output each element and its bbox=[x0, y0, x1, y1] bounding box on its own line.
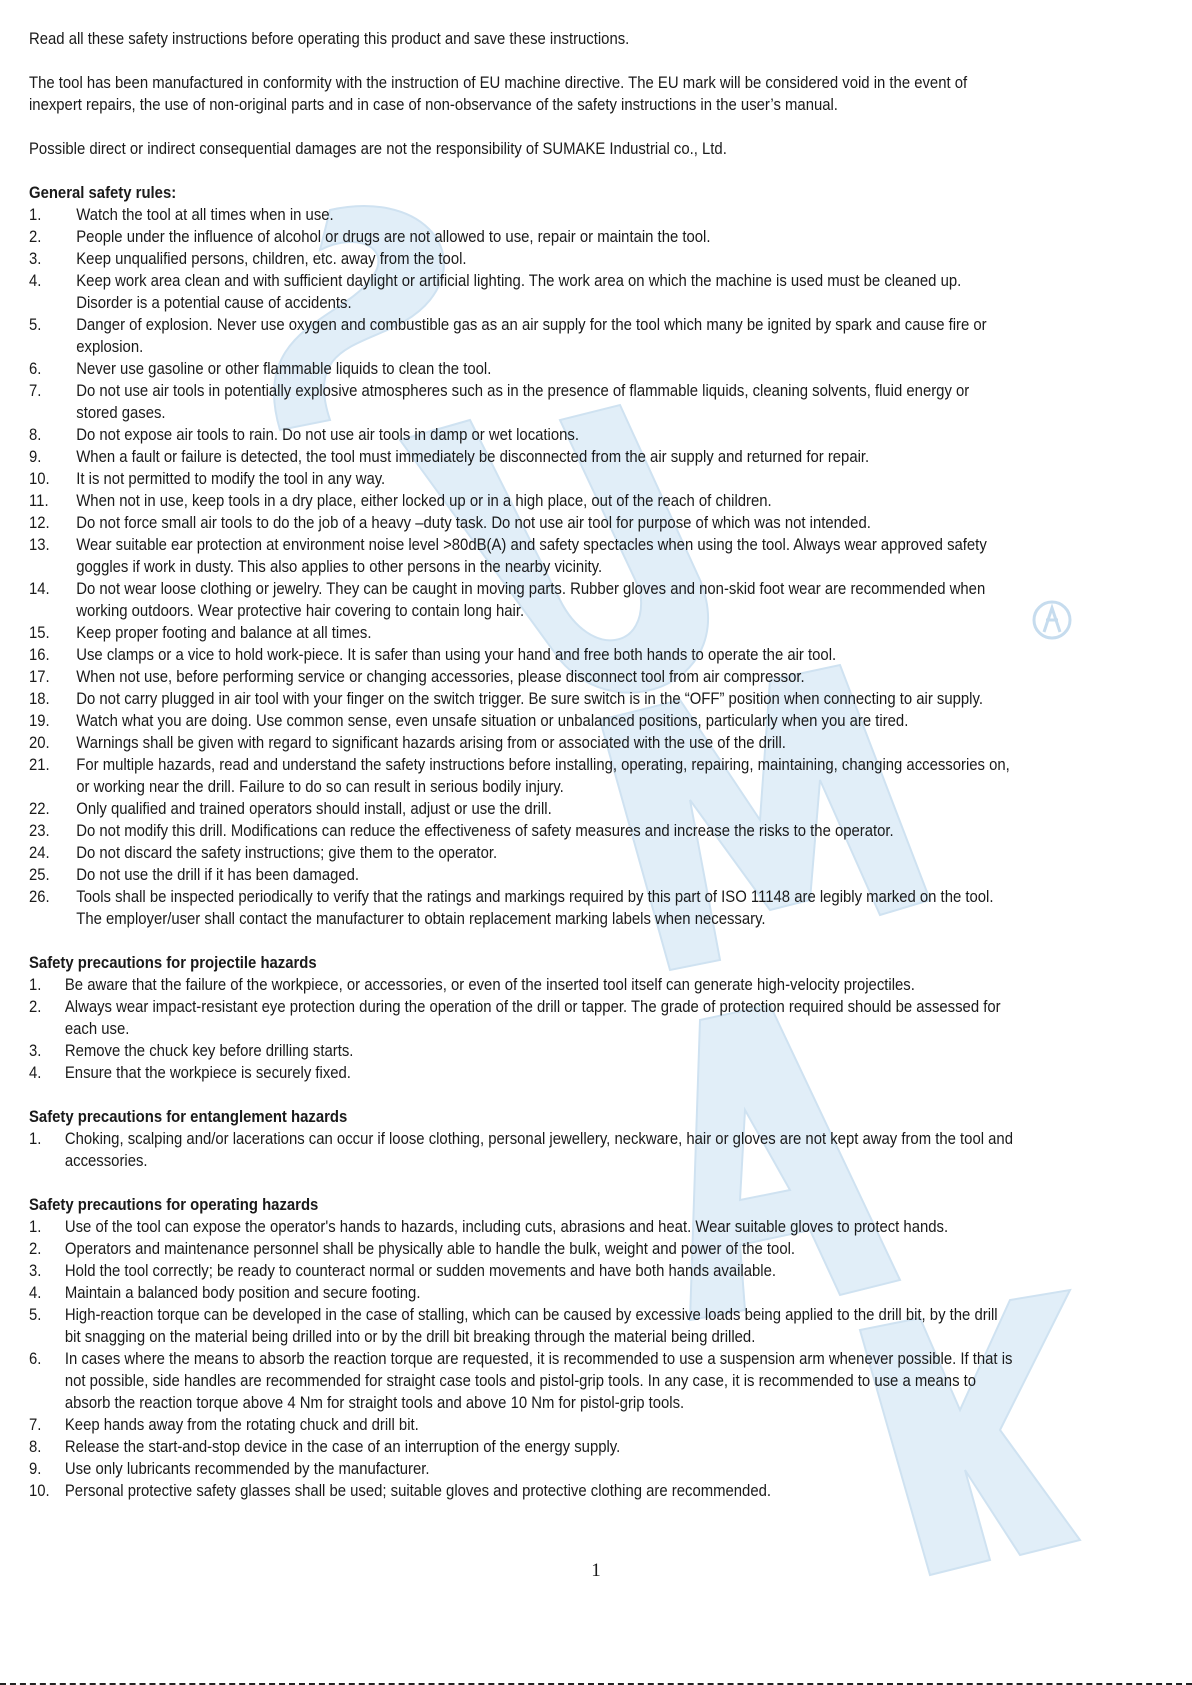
item-number: 7. bbox=[29, 381, 42, 400]
item-text bbox=[65, 1128, 1184, 1172]
item-line: The employer/user shall contact the manufacturer to obtain replacement marking labels when necessary. bbox=[76, 909, 766, 928]
item-text bbox=[76, 710, 1184, 732]
item-line: Danger of explosion. Never use oxygen and combustible gas as an air supply for the tool which many be ignited by spark and cause fire or bbox=[76, 315, 987, 334]
item-number: 3. bbox=[29, 249, 42, 268]
list-item bbox=[29, 468, 1184, 490]
item-text bbox=[76, 842, 1184, 864]
list-item bbox=[29, 358, 1184, 380]
list-item bbox=[29, 1458, 1184, 1480]
list-item bbox=[29, 996, 1184, 1040]
list-item bbox=[29, 446, 1184, 468]
item-number: 8. bbox=[29, 425, 42, 444]
item-line: Keep unqualified persons, children, etc. away from the tool. bbox=[76, 249, 467, 268]
item-text bbox=[65, 1282, 1184, 1304]
item-line: It is not permitted to modify the tool in any way. bbox=[76, 469, 386, 488]
item-text bbox=[65, 1458, 1184, 1480]
item-text bbox=[76, 248, 1184, 270]
item-number: 21. bbox=[29, 755, 50, 774]
item-text bbox=[65, 1238, 1184, 1260]
list-item bbox=[29, 820, 1184, 842]
blank-line bbox=[29, 160, 1184, 182]
item-text bbox=[65, 1216, 1184, 1238]
item-line: Do not modify this drill. Modifications can reduce the effectiveness of safety measures and increase the risks to the operator. bbox=[76, 821, 894, 840]
item-text bbox=[76, 270, 1184, 314]
intro-paragraph bbox=[29, 138, 1184, 160]
list-item bbox=[29, 886, 1184, 930]
item-line: Remove the chuck key before drilling starts. bbox=[64, 1041, 354, 1060]
item-text bbox=[76, 358, 1184, 380]
safety-section bbox=[29, 952, 1184, 1084]
section-heading: Safety precautions for entanglement hazards bbox=[29, 1107, 348, 1126]
item-number: 1. bbox=[29, 1217, 42, 1236]
item-text bbox=[76, 226, 1184, 248]
item-text bbox=[76, 490, 1184, 512]
item-number: 2. bbox=[29, 1239, 42, 1258]
item-number: 4. bbox=[29, 1063, 42, 1082]
item-text bbox=[76, 864, 1184, 886]
item-number: 4. bbox=[29, 271, 42, 290]
item-line: stored gases. bbox=[76, 403, 166, 422]
item-number: 6. bbox=[29, 359, 42, 378]
item-number: 9. bbox=[29, 1459, 42, 1478]
item-number: 7. bbox=[29, 1415, 42, 1434]
list-item bbox=[29, 204, 1184, 226]
item-line: bit snagging on the material being drilled into or by the drill bit breaking through the material being drilled. bbox=[64, 1327, 756, 1346]
list-item bbox=[29, 490, 1184, 512]
item-line: Do not wear loose clothing or jewelry. They can be caught in moving parts. Rubber gloves and non-skid foot wear are recommended when bbox=[76, 579, 986, 598]
item-number: 12. bbox=[29, 513, 50, 532]
item-line: Use clamps or a vice to hold work-piece. It is safer than using your hand and free both hands to operate the air tool. bbox=[76, 645, 837, 664]
item-line: For multiple hazards, read and understand the safety instructions before installing, operating, repairing, maintaining, changing accessories on, bbox=[76, 755, 1010, 774]
item-number: 10. bbox=[29, 469, 50, 488]
list-item bbox=[29, 314, 1184, 358]
item-line: Keep work area clean and with sufficient daylight or artificial lighting. The work area on which the machine is used must be cleaned up. bbox=[76, 271, 962, 290]
list-item bbox=[29, 1436, 1184, 1458]
item-text bbox=[76, 314, 1184, 358]
item-number: 23. bbox=[29, 821, 50, 840]
item-line: each use. bbox=[64, 1019, 130, 1038]
item-text bbox=[76, 622, 1184, 644]
item-line: explosion. bbox=[76, 337, 144, 356]
item-line: Keep proper footing and balance at all times. bbox=[76, 623, 372, 642]
list-item bbox=[29, 1260, 1184, 1282]
item-text bbox=[76, 644, 1184, 666]
section-heading: General safety rules: bbox=[29, 183, 177, 202]
list-item bbox=[29, 974, 1184, 996]
item-line: Always wear impact-resistant eye protection during the operation of the drill or tapper. The grade of protection required should be assessed for bbox=[64, 997, 1001, 1016]
list-item bbox=[29, 380, 1184, 424]
item-number: 2. bbox=[29, 227, 42, 246]
list-item bbox=[29, 842, 1184, 864]
item-text bbox=[76, 886, 1184, 930]
item-line: People under the influence of alcohol or drugs are not allowed to use, repair or maintain the tool. bbox=[76, 227, 711, 246]
item-line: Wear suitable ear protection at environment noise level >80dB(A) and safety spectacles when using the tool. Always wear approved safety bbox=[76, 535, 987, 554]
list-item bbox=[29, 732, 1184, 754]
item-number: 26. bbox=[29, 887, 50, 906]
item-number: 1. bbox=[29, 975, 42, 994]
item-line: or working near the drill. Failure to do so can result in serious bodily injury. bbox=[76, 777, 564, 796]
list-item bbox=[29, 622, 1184, 644]
item-line: Only qualified and trained operators should install, adjust or use the drill. bbox=[76, 799, 552, 818]
list-item bbox=[29, 1480, 1184, 1502]
item-text bbox=[76, 732, 1184, 754]
item-line: Be aware that the failure of the workpiece, or accessories, or even of the inserted tool itself can generate high-velocity projectiles. bbox=[64, 975, 915, 994]
item-text bbox=[65, 1480, 1184, 1502]
item-number: 22. bbox=[29, 799, 50, 818]
item-text bbox=[65, 1260, 1184, 1282]
item-text bbox=[76, 798, 1184, 820]
item-text bbox=[65, 1040, 1184, 1062]
list-item bbox=[29, 666, 1184, 688]
list-item bbox=[29, 512, 1184, 534]
item-text bbox=[65, 974, 1184, 996]
item-text bbox=[76, 754, 1184, 798]
item-number: 1. bbox=[29, 205, 42, 224]
item-number: 5. bbox=[29, 315, 42, 334]
item-number: 8. bbox=[29, 1437, 42, 1456]
item-number: 20. bbox=[29, 733, 50, 752]
item-text bbox=[76, 688, 1184, 710]
item-line: Maintain a balanced body position and secure footing. bbox=[64, 1283, 421, 1302]
list-item bbox=[29, 688, 1184, 710]
item-number: 3. bbox=[29, 1261, 42, 1280]
paragraph-line: Possible direct or indirect consequential damages are not the responsibility of SUMAKE Industrial co., Ltd. bbox=[29, 139, 727, 158]
item-text bbox=[76, 820, 1184, 842]
item-line: goggles if work in dusty. This also applies to other persons in the nearby vicinity. bbox=[76, 557, 603, 576]
item-text bbox=[76, 424, 1184, 446]
item-number: 3. bbox=[29, 1041, 42, 1060]
page-number: 1 bbox=[591, 1560, 601, 1581]
paragraph-line: The tool has been manufactured in conformity with the instruction of EU machine directive. The EU mark will be considered void in the event of bbox=[29, 73, 968, 92]
item-line: Do not force small air tools to do the job of a heavy –duty task. Do not use air tool for purpose of which was not intended. bbox=[76, 513, 871, 532]
list-item bbox=[29, 644, 1184, 666]
item-number: 24. bbox=[29, 843, 50, 862]
item-number: 5. bbox=[29, 1305, 42, 1324]
item-line: Watch the tool at all times when in use. bbox=[76, 205, 334, 224]
item-line: Do not discard the safety instructions; give them to the operator. bbox=[76, 843, 498, 862]
item-text bbox=[65, 1436, 1184, 1458]
item-text bbox=[76, 380, 1184, 424]
item-number: 11. bbox=[29, 491, 49, 510]
item-line: Watch what you are doing. Use common sense, even unsafe situation or unbalanced positions, particularly when you are tired. bbox=[76, 711, 909, 730]
paragraph-line: inexpert repairs, the use of non-original parts and in case of non-observance of the safety instructions in the user’s manual. bbox=[29, 95, 838, 114]
item-number: 4. bbox=[29, 1283, 42, 1302]
item-number: 19. bbox=[29, 711, 50, 730]
list-item bbox=[29, 270, 1184, 314]
item-text bbox=[76, 204, 1184, 226]
item-line: working outdoors. Wear protective hair covering to contain long hair. bbox=[76, 601, 525, 620]
item-line: When not in use, keep tools in a dry place, either locked up or in a high place, out of the reach of children. bbox=[76, 491, 772, 510]
list-item bbox=[29, 710, 1184, 732]
item-line: Release the start-and-stop device in the case of an interruption of the energy supply. bbox=[64, 1437, 621, 1456]
list-item bbox=[29, 248, 1184, 270]
item-line: Ensure that the workpiece is securely fixed. bbox=[64, 1063, 351, 1082]
item-line: absorb the reaction torque above 4 Nm for straight tools and above 10 Nm for pistol-grip tools. bbox=[64, 1393, 685, 1412]
item-number: 9. bbox=[29, 447, 42, 466]
item-text bbox=[65, 1062, 1184, 1084]
safety-instructions-document bbox=[29, 28, 1184, 1524]
item-number: 15. bbox=[29, 623, 50, 642]
list-item bbox=[29, 864, 1184, 886]
list-item bbox=[29, 1304, 1184, 1348]
item-number: 6. bbox=[29, 1349, 42, 1368]
item-line: Tools shall be inspected periodically to verify that the ratings and markings required by this part of ISO 11148 are legibly marked on the tool. bbox=[76, 887, 994, 906]
list-item bbox=[29, 1348, 1184, 1414]
list-item bbox=[29, 1216, 1184, 1238]
list-item bbox=[29, 578, 1184, 622]
item-line: Warnings shall be given with regard to significant hazards arising from or associated with the use of the drill. bbox=[76, 733, 786, 752]
list-item bbox=[29, 1062, 1184, 1084]
safety-section bbox=[29, 182, 1184, 930]
item-text bbox=[76, 534, 1184, 578]
item-line: Never use gasoline or other flammable liquids to clean the tool. bbox=[76, 359, 492, 378]
item-line: Do not use the drill if it has been damaged. bbox=[76, 865, 360, 884]
item-line: Do not carry plugged in air tool with your finger on the switch trigger. Be sure switch is in the “OFF” position when connecting to air supply. bbox=[76, 689, 983, 708]
item-line: Keep hands away from the rotating chuck and drill bit. bbox=[64, 1415, 419, 1434]
list-item bbox=[29, 1238, 1184, 1260]
item-text bbox=[76, 666, 1184, 688]
blank-line bbox=[29, 1084, 1184, 1106]
blank-line bbox=[29, 930, 1184, 952]
item-line: When a fault or failure is detected, the tool must immediately be disconnected from the air supply and returned for repair. bbox=[76, 447, 870, 466]
item-line: accessories. bbox=[64, 1151, 148, 1170]
item-text bbox=[76, 446, 1184, 468]
item-text bbox=[76, 512, 1184, 534]
list-item bbox=[29, 1040, 1184, 1062]
item-number: 10. bbox=[29, 1481, 50, 1500]
safety-section bbox=[29, 1106, 1184, 1172]
item-number: 16. bbox=[29, 645, 50, 664]
item-line: Do not expose air tools to rain. Do not use air tools in damp or wet locations. bbox=[76, 425, 579, 444]
list-item bbox=[29, 1282, 1184, 1304]
section-heading: Safety precautions for operating hazards bbox=[29, 1195, 319, 1214]
paragraph-line: Read all these safety instructions before operating this product and save these instructions. bbox=[29, 29, 630, 48]
item-text bbox=[76, 468, 1184, 490]
section-heading: Safety precautions for projectile hazards bbox=[29, 953, 317, 972]
list-item bbox=[29, 424, 1184, 446]
blank-line bbox=[29, 1502, 1184, 1524]
item-number: 18. bbox=[29, 689, 50, 708]
list-item bbox=[29, 1128, 1184, 1172]
item-line: Use of the tool can expose the operator's hands to hazards, including cuts, abrasions and heat. Wear suitable gloves to protect hands. bbox=[64, 1217, 949, 1236]
item-line: Personal protective safety glasses shall be used; suitable gloves and protective clothing are recommended. bbox=[64, 1481, 772, 1500]
list-item bbox=[29, 1414, 1184, 1436]
item-line: not possible, side handles are recommended for straight case tools and pistol-grip tools. In any case, it is recommended to use a means to bbox=[64, 1371, 977, 1390]
item-number: 14. bbox=[29, 579, 50, 598]
blank-line bbox=[29, 1172, 1184, 1194]
item-line: Use only lubricants recommended by the manufacturer. bbox=[64, 1459, 430, 1478]
intro-paragraph bbox=[29, 72, 1184, 116]
item-text bbox=[76, 578, 1184, 622]
item-number: 25. bbox=[29, 865, 50, 884]
item-text bbox=[65, 1414, 1184, 1436]
item-text bbox=[65, 1304, 1184, 1348]
item-number: 13. bbox=[29, 535, 50, 554]
intro-paragraph bbox=[29, 28, 1184, 50]
item-text bbox=[65, 996, 1184, 1040]
blank-line bbox=[29, 50, 1184, 72]
item-line: Hold the tool correctly; be ready to counteract normal or sudden movements and have both hands available. bbox=[64, 1261, 776, 1280]
list-item bbox=[29, 798, 1184, 820]
item-number: 2. bbox=[29, 997, 42, 1016]
item-line: In cases where the means to absorb the reaction torque are requested, it is recommended to use a suspension arm whenever possible. If that is bbox=[64, 1349, 1013, 1368]
item-line: High-reaction torque can be developed in the case of stalling, which can be caused by excessive loads being applied to the drill bit, by the drill bbox=[64, 1305, 998, 1324]
safety-section bbox=[29, 1194, 1184, 1502]
item-text bbox=[65, 1348, 1184, 1414]
item-line: Choking, scalping and/or lacerations can occur if loose clothing, personal jewellery, neckware, hair or gloves are not kept away from the tool and bbox=[64, 1129, 1013, 1148]
item-line: Operators and maintenance personnel shall be physically able to handle the bulk, weight and power of the tool. bbox=[64, 1239, 796, 1258]
list-item bbox=[29, 754, 1184, 798]
item-line: When not use, before performing service or changing accessories, please disconnect tool from air compressor. bbox=[76, 667, 805, 686]
item-number: 17. bbox=[29, 667, 50, 686]
item-line: Disorder is a potential cause of accidents. bbox=[76, 293, 352, 312]
item-number: 1. bbox=[29, 1129, 42, 1148]
list-item bbox=[29, 226, 1184, 248]
item-line: Do not use air tools in potentially explosive atmospheres such as in the presence of flammable liquids, cleaning solvents, fluid energy or bbox=[76, 381, 970, 400]
blank-line bbox=[29, 116, 1184, 138]
list-item bbox=[29, 534, 1184, 578]
